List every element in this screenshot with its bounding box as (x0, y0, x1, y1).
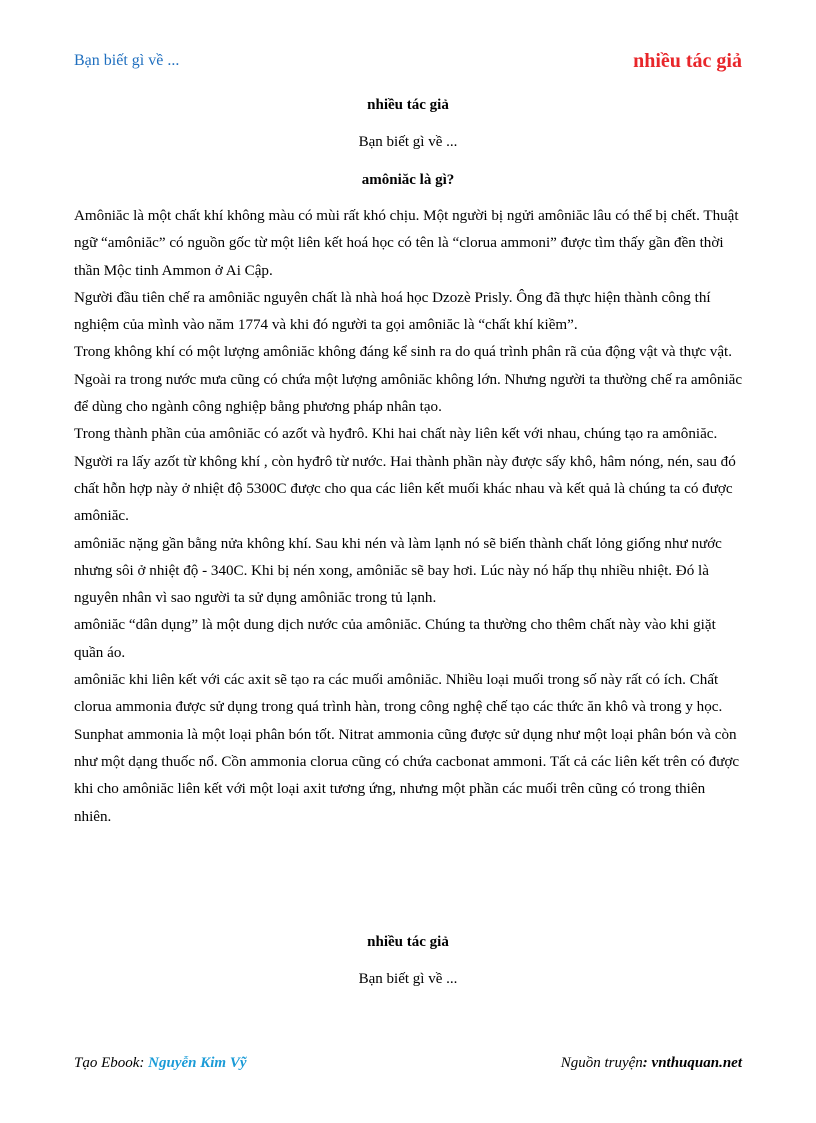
paragraph: Trong không khí có một lượng amôniăc không đáng kể sinh ra do quá trình phân rã của động vật và thực vật. Ngoài ra trong nước mưa cũng có chứa một lượng amôniăc không lớn. Nhưng người ta thường chế ra amôniăc để dùng cho ngành công nghiệp bằng phương pháp nhân tạo. (74, 344, 743, 416)
footer-ebook-sep: : (139, 1055, 149, 1071)
paragraph: Trong thành phần của amôniăc có azốt và hyđrô. Khi hai chất này liên kết với nhau, chúng tạo ra amôniăc. Người ra lấy azốt từ không khí , còn hyđrô từ nước. Hai thành phần này được sấy khô, hâm nóng, nén, sau đó chất hỗn hợp này ở nhiệt độ 5300C được cho qua các liên kết muối khác nhau và kết quả là chúng ta có được amôniăc. (74, 426, 736, 525)
header-author: nhiều tác giả (633, 50, 742, 72)
footer-ebook-editor: Nguyễn Kim Vỹ (148, 1055, 247, 1071)
bottom-author: nhiều tác giả (367, 934, 449, 950)
paragraph: amôniăc khi liên kết với các axit sẽ tạo ra các muối amôniăc. Nhiều loại muối trong số này rất có ích. Chất clorua ammonia được sử dụng trong quá trình hàn, trong công nghệ chế tạo các thức ăn khô và trong y học. Sunphat ammonia là một loại phân bón tốt. Nitrat ammonia cũng được sử dụng như một loại phân bón và còn như một dạng thuốc nổ. Cồn ammonia clorua cũng có chứa cacbonat ammoni. Tất cả các liên kết trên có được khi cho amôniăc liên kết với một loại axit tương ứng, nhưng một phần các muối trên cũng có trong thiên nhiên. (74, 672, 740, 825)
article-body (74, 203, 746, 831)
page-footer (74, 1055, 742, 1077)
paragraph: amôniăc nặng gần bằng nửa không khí. Sau khi nén và làm lạnh nó sẽ biến thành chất lỏng giống như nước nhưng sôi ở nhiệt độ - 340C. Khi bị nén xong, amôniăc sẽ bay hơi. Lúc này nó hấp thụ nhiều nhiệt. Đó là nguyên nhân vì sao người ta sử dụng amôniăc trong tủ lạnh. (74, 535, 722, 607)
footer-ebook-credit (74, 1055, 247, 1072)
footer-source-link[interactable]: vnthuquan.net (651, 1055, 742, 1071)
footer-source-sep: : (642, 1055, 652, 1071)
paragraph: Amôniăc là một chất khí không màu có mùi rất khó chịu. Một người bị ngửi amôniăc lâu có thể bị chết. Thuật ngữ “amôniăc” có nguồn gốc từ một liên kết hoá học có tên là “clorua ammoni” được tìm thấy gần đền thời thần Mộc tinh Ammon ở Ai Cập. (74, 208, 739, 279)
footer-source-credit (561, 1055, 742, 1072)
footer-source-label: Nguồn truyện (560, 1055, 643, 1071)
top-book-title: Bạn biết gì về ... (358, 134, 458, 150)
bottom-book-title: Bạn biết gì về ... (358, 971, 458, 987)
paragraph: Người đầu tiên chế ra amôniăc nguyên chất là nhà hoá học Dzozè Prisly. Ông đã thực hiện thành công thí nghiệm của mình vào năm 1774 và khi đó người ta gọi amôniăc là “chất khí kiềm”. (74, 289, 711, 334)
page-header (74, 50, 742, 76)
header-book-title: Bạn biết gì về ... (74, 52, 180, 69)
paragraph: amôniăc “dân dụng” là một dung dịch nước của amôniăc. Chúng ta thường cho thêm chất này vào khi giặt quần áo. (74, 617, 716, 661)
top-author: nhiều tác giả (367, 97, 449, 113)
article-title: amôniăc là gì? (361, 172, 455, 188)
footer-ebook-label: Tạo Ebook (74, 1055, 140, 1071)
